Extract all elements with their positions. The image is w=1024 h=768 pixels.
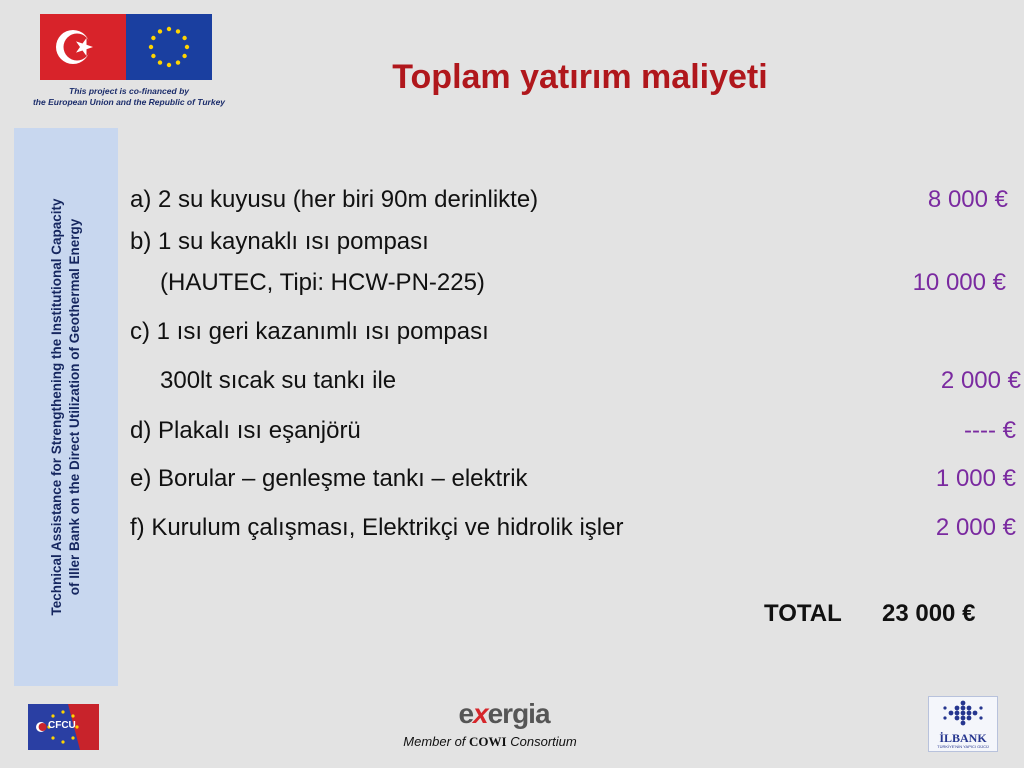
ilbank-label: İLBANK [939,731,987,745]
exergia-rest: ergia [487,698,550,729]
item-e-value: 1 000 € [935,465,1016,492]
member-prefix: Member of [403,734,466,749]
exergia-x: x [473,698,488,729]
member-suffix: Consortium [510,734,577,749]
total-label: TOTAL [764,600,842,627]
item-b-value: 10 000 € [912,269,1006,296]
sidebar-text [48,137,84,677]
item-e-text: e) Borular – genleşme tankı – elektrik [130,465,528,492]
sidebar-line1: Technical Assistance for Strengthening the Institutional Capacity [49,198,64,616]
item-a-value: 8 000 € [927,186,1008,213]
eu-stars-icon [126,14,212,80]
project-sidebar [14,128,118,686]
exergia-e: e [458,698,474,729]
cfcu-label: CFCU [48,720,76,731]
item-c-text: c) 1 ısı geri kazanımlı ısı pompası [130,318,489,345]
cofinanced-line1: This project is co-financed by [69,86,189,96]
item-c-detail: 300lt sıcak su tankı ile [160,367,397,394]
ilbank-dots-icon [929,697,997,733]
item-d-value: ---- € [964,417,1016,444]
item-f-text: f) Kurulum çalışması, Elektrikçi ve hidrolik işler [130,514,624,541]
eu-flag [126,14,212,80]
item-d-text: d) Plakalı ısı eşanjörü [130,417,361,444]
cofinanced-note [0,86,258,108]
cofinanced-line2: the European Union and the Republic of Turkey [32,97,226,107]
crescent-star-icon [40,14,126,80]
item-a-text: a) 2 su kuyusu (her biri 90m derinlikte) [130,186,539,213]
item-b-text: b) 1 su kaynaklı ısı pompası [130,228,429,255]
total-value: 23 000 € [882,600,976,627]
cowi-brand: COWI [469,734,507,749]
member-line [360,734,620,750]
item-b-detail: (HAUTEC, Tipi: HCW-PN-225) [160,269,485,296]
slide-title: Toplam yatırım maliyeti [392,58,768,96]
item-f-value: 2 000 € [935,514,1016,541]
sidebar-line2: of Iller Bank on the Direct Utilization of Geothermal Energy [67,218,82,596]
turkey-flag [40,14,126,80]
item-c-value: 2 000 € [940,367,1021,394]
ilbank-logo [928,696,998,752]
ilbank-subtitle: TÜRKİYE'NİN YAPICI GÜCÜ [937,744,989,749]
cfcu-logo [28,704,99,750]
exergia-logo [434,698,574,730]
